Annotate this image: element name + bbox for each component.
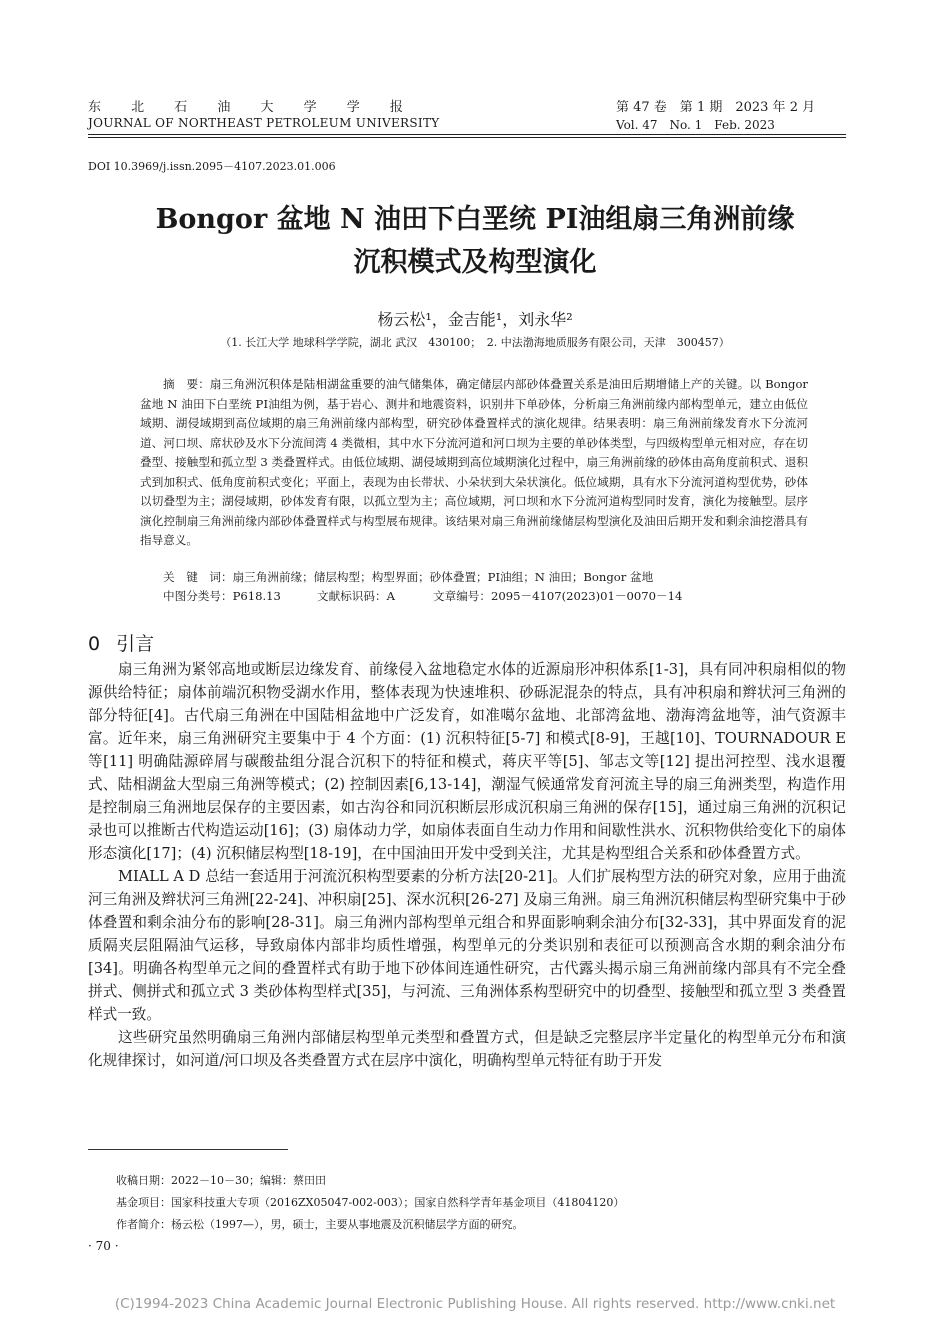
document-code: 文献标识码：A — [317, 589, 395, 603]
paper-title-line-1: Bongor 盆地 N 油田下白垩统 PⅠ油组扇三角洲前缘 — [155, 204, 795, 235]
doi: DOI 10.3969/j.issn.2095－4107.2023.01.006 — [88, 160, 336, 173]
footnote-author-bio: 作者简介：杨云松（1997—），男，硕士，主要从事地震及沉积储层学方面的研究。 — [116, 1218, 524, 1231]
classification-line — [163, 588, 682, 604]
keywords-label: 关 键 词： — [163, 570, 233, 584]
page-number: · 70 · — [88, 1239, 119, 1253]
section-title: 引言 — [116, 633, 155, 655]
author-list: 杨云松¹，金吉能¹，刘永华² — [377, 310, 573, 329]
paragraph: 扇三角洲为紧邻高地或断层边缘发育、前缘侵入盆地稳定水体的近源扇形冲积体系[1-3]，具有同冲积扇相似的物源供给特征；扇体前端沉积物受湖水作用，整体表现为快速堆积、砂砾泥混杂的特点，具有冲积扇和辫状河三角洲的部分特征[4]。古代扇三角洲在中国陆相盆地中广泛发育，如准噶尔盆地、北部湾盆地、渤海湾盆地等，油气资源丰富。近年来，扇三角洲研究主要集中于 4 个方面：(1) 沉积特征[5-7] 和模式[8-9]，王越[10]、TOURNADOUR E 等[11] 明确陆源碎屑与碳酸盐组分混合沉积下的特征和模式，蒋庆平等[5]、邹志文等[12] 提出河控型、浅水退覆式、陆相湖盆大型扇三角洲等模式；(2) 控制因素[6,13-14]，潮湿气候通常发育河流主导的扇三角洲类型，构造作用是控制扇三角洲地层保存的主要因素，如古沟谷和同沉积断层形成沉积扇三角洲的保存[15]，通过扇三角洲的沉积记录也可以推断古代构造运动[16]；(3) 扇体动力学，如扇体表面自生动力作用和间歇性洪水、沉积物供给变化下的扇体形态演化[17]；(4) 沉积储层构型[18-19]，在中国油田开发中受到关注，尤其是构型组合关系和砂体叠置方式。 — [88, 661, 846, 862]
footnote-funding: 基金项目：国家科技重大专项（2016ZX05047-002-003）；国家自然科学青年基金项目（41804120） — [116, 1196, 625, 1209]
footnote-received: 收稿日期：2022－10－30；编辑：蔡田田 — [116, 1174, 326, 1187]
article-number: 文章编号：2095－4107(2023)01－0070－14 — [433, 589, 683, 603]
clc-number: 中图分类号：P618.13 — [163, 589, 281, 603]
section-number: 0 — [88, 633, 101, 655]
paragraph: 这些研究虽然明确扇三角洲内部储层构型单元类型和叠置方式，但是缺乏完整层序半定量化的构型单元分布和演化规律探讨，如河道/河口坝及各类叠置方式在层序中演化，明确构型单元特征有助于开发 — [88, 1029, 846, 1069]
paragraph: MIALL A D 总结一套适用于河流沉积构型要素的分析方法[20-21]。人们扩展构型方法的研究对象，应用于曲流河三角洲及辫状河三角洲[22-24]、冲积扇[25]、深水沉积[26-27] 及扇三角洲。扇三角洲沉积储层构型研究集中于砂体叠置和剩余油分布的影响[28-31]。扇三角洲内部构型单元组合和界面影响剩余油分布[32-33]，其中界面发育的泥质隔夹层阻隔油气运移，导致扇体内部非均质性增强，构型单元的分类识别和表征可以预测高含水期的剩余油分布[34]。明确各构型单元之间的叠置样式有助于地下砂体间连通性研究，古代露头揭示扇三角洲前缘内部具有不完全叠拼式、侧拼式和孤立式 3 类砂体构型样式[35]，与河流、三角洲体系构型研究中的切叠型、接触型和孤立型 3 类叠置样式一致。 — [88, 868, 846, 1023]
body-text — [88, 658, 846, 1072]
copyright-notice: (C)1994-2023 China Academic Journal Electronic Publishing House. All rights reserved. http://www.cnki.net — [114, 1296, 836, 1312]
abstract — [140, 375, 808, 551]
abstract-text: 扇三角洲沉积体是陆相湖盆重要的油气储集体，确定储层内部砂体叠置关系是油田后期增储上产的关键。以 Bongor 盆地 N 油田下白垩统 PⅠ油组为例，基于岩心、测井和地震资料，识别井下单砂体，分析扇三角洲前缘内部构型单元，建立由低位域期、湖侵域期到高位域期的扇三角洲前缘内部构型，研究砂体叠置样式的演化规律。结果表明：扇三角洲前缘发育水下分流河道、河口坝、席状砂及水下分流间湾 4 类微相，其中水下分流河道和河口坝为主要的单砂体类型，与四级构型单元相对应，存在切叠型、接触型和孤立型 3 类叠置样式。由低位域期、湖侵域期到高位域期演化过程中，扇三角洲前缘的砂体由高角度前积式、退积式到加积式、低角度前积式变化；平面上，表现为由长带状、小朵状到大朵状演化。低位域期，具有水下分流河道构型优势，砂体以切叠型为主；湖侵域期，砂体发育有限，以孤立型为主；高位域期，河口坝和水下分流河道构型同时发育，演化为接触型。层序演化控制扇三角洲前缘内部砂体叠置样式与构型展布规律。该结果对扇三角洲前缘储层构型演化及油田后期开发和剩余油挖潜具有指导意义。 — [140, 377, 808, 547]
affiliations: （1. 长江大学 地球科学学院，湖北 武汉 430100； 2. 中法渤海地质服务有限公司，天津 300457） — [220, 336, 730, 349]
issue-info-cn: 第 47 卷 第 1 期 2023 年 2 月 — [616, 100, 816, 115]
journal-name-cn: 东 北 石 油 大 学 学 报 — [88, 100, 403, 115]
journal-name-en: JOURNAL OF NORTHEAST PETROLEUM UNIVERSITY — [88, 116, 440, 130]
header-rule — [88, 134, 846, 135]
section-heading — [88, 629, 154, 656]
keywords-text: 扇三角洲前缘；储层构型；构型界面；砂体叠置；PⅠ油组；N 油田；Bongor 盆地 — [232, 570, 654, 584]
header-rule-thin — [88, 137, 846, 138]
abstract-label: 摘 要： — [163, 377, 210, 391]
paper-title-line-2: 沉积模式及构型演化 — [353, 247, 597, 278]
footnote-rule — [88, 1149, 288, 1150]
keywords — [163, 569, 803, 585]
issue-info-en: Vol. 47 No. 1 Feb. 2023 — [616, 118, 775, 132]
